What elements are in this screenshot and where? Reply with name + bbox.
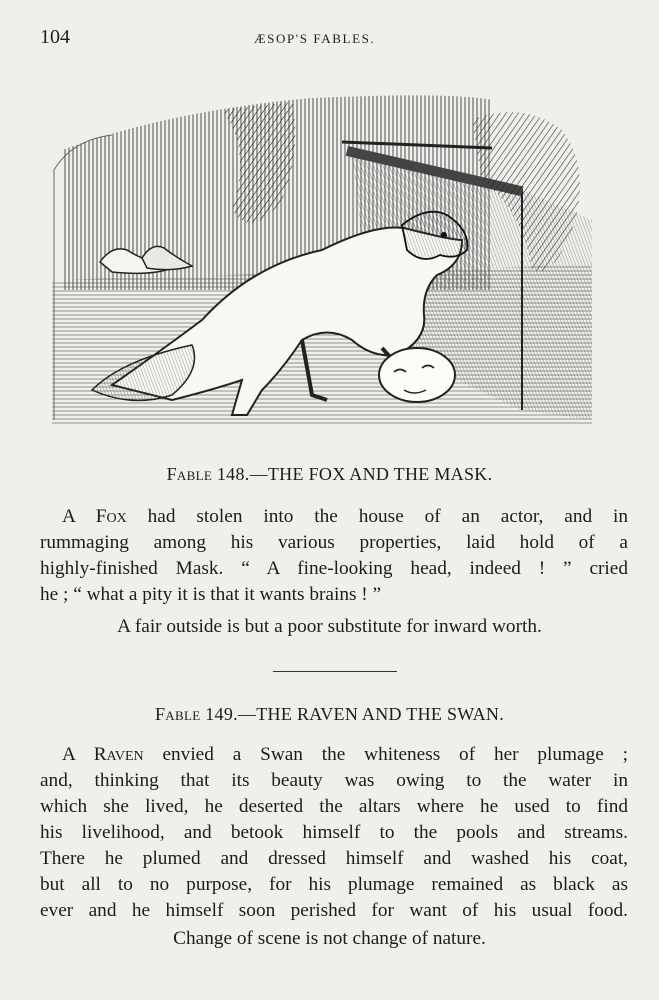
fable-number-label: Fable 148.— xyxy=(166,464,268,484)
section-divider xyxy=(273,671,397,672)
running-head xyxy=(40,26,619,52)
fable-body-149 xyxy=(40,742,628,924)
body-line: but all to no purpose, for his plumage remained as black as xyxy=(40,874,628,895)
running-title: ÆSOP'S FABLES. xyxy=(254,31,376,46)
fable-body-148 xyxy=(40,504,628,608)
body-line xyxy=(40,504,628,530)
fable-title-text: THE RAVEN AND THE SWAN. xyxy=(256,704,504,724)
lead-word: A Raven xyxy=(62,744,144,765)
body-line: he ; “ what a pity it is that it wants brains ! ” xyxy=(40,584,382,605)
body-line: rummaging among his various properties, laid hold of a xyxy=(40,532,628,553)
lead-word: A Fox xyxy=(62,506,127,527)
body-line: There he plumed and dressed himself and washed his coat, xyxy=(40,848,628,869)
fable-number-label: Fable 149.— xyxy=(154,704,257,724)
body-line: ever and he himself soon perished for want of his usual food. xyxy=(40,900,628,921)
fable-title-149 xyxy=(0,704,659,725)
body-line xyxy=(40,742,628,768)
body-line: and, thinking that its beauty was owing to the water in xyxy=(40,770,628,791)
fable-title-148 xyxy=(0,464,659,485)
body-line: which she lived, he deserted the altars where he used to find xyxy=(40,796,628,817)
page-number: 104 xyxy=(40,26,70,48)
line-text: had stolen into the house of an actor, and in xyxy=(126,506,629,527)
moral-149: Change of scene is not change of nature. xyxy=(173,928,486,949)
fable-title-text: THE FOX AND THE MASK. xyxy=(267,464,493,484)
body-line: highly-finished Mask. “ A fine-looking head, indeed ! ” cried xyxy=(40,558,628,579)
fox-mask-illustration xyxy=(52,90,592,430)
line-text: envied a Swan the whiteness of her plumage ; xyxy=(143,744,628,765)
body-line: his livelihood, and betook himself to the pools and streams. xyxy=(40,822,628,843)
moral-148: A fair outside is but a poor substitute for inward worth. xyxy=(117,616,542,637)
